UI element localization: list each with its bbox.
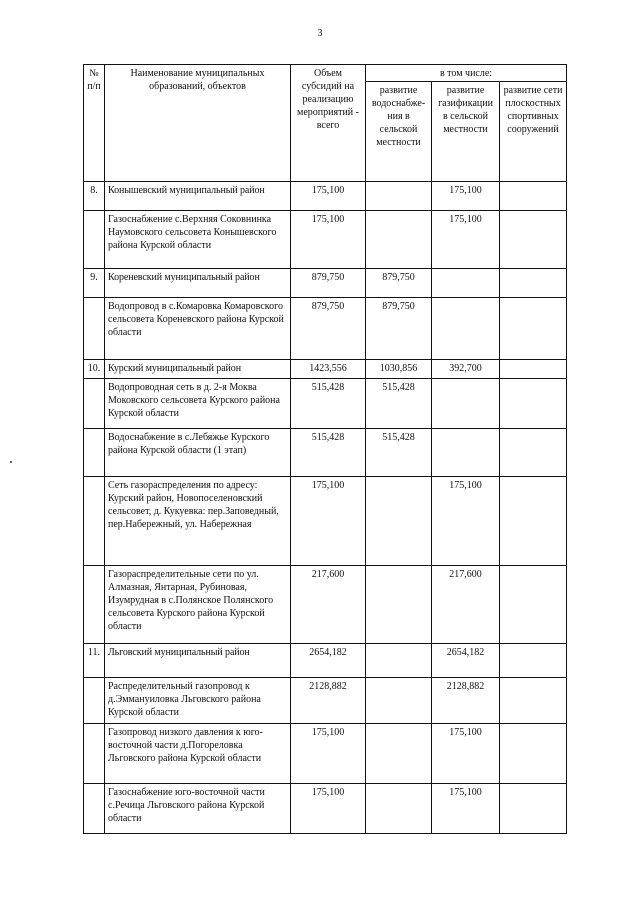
row-gas: 392,700 bbox=[432, 360, 500, 379]
table-row bbox=[84, 360, 567, 379]
row-total: 175,100 bbox=[291, 724, 366, 784]
row-gas: 175,100 bbox=[432, 211, 500, 269]
row-sports bbox=[500, 429, 567, 477]
row-num: 9. bbox=[84, 269, 105, 298]
row-num: 10. bbox=[84, 360, 105, 379]
subsidies-table bbox=[83, 64, 567, 834]
row-water bbox=[366, 211, 432, 269]
row-total: 515,428 bbox=[291, 379, 366, 429]
row-water: 879,750 bbox=[366, 269, 432, 298]
row-water bbox=[366, 784, 432, 834]
table-row bbox=[84, 784, 567, 834]
row-water: 515,428 bbox=[366, 379, 432, 429]
row-sports bbox=[500, 182, 567, 211]
row-total: 175,100 bbox=[291, 784, 366, 834]
row-total: 175,100 bbox=[291, 211, 366, 269]
row-total: 515,428 bbox=[291, 429, 366, 477]
row-name: Газоснабжение с.Верхняя Соковнинка Наумовского сельсовета Конышевского района Курской области bbox=[105, 211, 291, 269]
row-sports bbox=[500, 379, 567, 429]
row-total: 2128,882 bbox=[291, 678, 366, 724]
row-total: 1423,556 bbox=[291, 360, 366, 379]
row-name: Распределительный газопровод к д.Эммануиловка Льговского района Курской области bbox=[105, 678, 291, 724]
row-name: Сеть газораспределения по адресу: Курский район, Новопоселеновский сельсовет, д. Кукуевка: пер.Заповедный, пер.Набережный, ул. Набережная bbox=[105, 477, 291, 566]
row-num bbox=[84, 298, 105, 360]
row-gas: 217,600 bbox=[432, 566, 500, 644]
row-total: 217,600 bbox=[291, 566, 366, 644]
row-name: Газопровод низкого давления к юго-восточной части д.Погореловка Льговского района Курской области bbox=[105, 724, 291, 784]
table-row bbox=[84, 477, 567, 566]
row-sports bbox=[500, 724, 567, 784]
table-row bbox=[84, 678, 567, 724]
row-sports bbox=[500, 298, 567, 360]
row-num bbox=[84, 784, 105, 834]
row-gas: 175,100 bbox=[432, 182, 500, 211]
row-num bbox=[84, 211, 105, 269]
row-water: 1030,856 bbox=[366, 360, 432, 379]
row-sports bbox=[500, 644, 567, 678]
row-sports bbox=[500, 566, 567, 644]
scan-speck bbox=[10, 461, 12, 463]
row-water bbox=[366, 678, 432, 724]
row-num bbox=[84, 379, 105, 429]
table-row bbox=[84, 566, 567, 644]
row-num bbox=[84, 477, 105, 566]
row-gas bbox=[432, 269, 500, 298]
row-sports bbox=[500, 269, 567, 298]
row-total: 879,750 bbox=[291, 298, 366, 360]
row-water bbox=[366, 724, 432, 784]
row-name: Кореневский муниципальный район bbox=[105, 269, 291, 298]
table-row bbox=[84, 379, 567, 429]
page-number: 3 bbox=[317, 28, 323, 39]
row-water: 515,428 bbox=[366, 429, 432, 477]
header-including: в том числе: bbox=[366, 65, 567, 82]
header-num: № п/п bbox=[84, 65, 105, 182]
header-gas: развитие газификации в сельской местности bbox=[432, 82, 500, 182]
table-row bbox=[84, 644, 567, 678]
header-total: Объем субсидий на реализацию мероприятий - всего bbox=[291, 65, 366, 182]
row-total: 175,100 bbox=[291, 182, 366, 211]
table-row bbox=[84, 269, 567, 298]
table-row bbox=[84, 298, 567, 360]
row-num bbox=[84, 429, 105, 477]
header-water: развитие водоснабже-ния в сельской местности bbox=[366, 82, 432, 182]
header-sports: развитие сети плоскостных спортивных сооружений bbox=[500, 82, 567, 182]
row-gas bbox=[432, 379, 500, 429]
row-gas: 175,100 bbox=[432, 784, 500, 834]
row-name: Льговский муниципальный район bbox=[105, 644, 291, 678]
row-name: Конышевский муниципальный район bbox=[105, 182, 291, 211]
row-sports bbox=[500, 477, 567, 566]
row-total: 2654,182 bbox=[291, 644, 366, 678]
table-row bbox=[84, 724, 567, 784]
row-total: 879,750 bbox=[291, 269, 366, 298]
row-gas: 175,100 bbox=[432, 724, 500, 784]
row-gas: 2128,882 bbox=[432, 678, 500, 724]
row-name: Курский муниципальный район bbox=[105, 360, 291, 379]
row-total: 175,100 bbox=[291, 477, 366, 566]
row-num bbox=[84, 678, 105, 724]
row-gas: 175,100 bbox=[432, 477, 500, 566]
row-sports bbox=[500, 360, 567, 379]
header-name: Наименование муниципальных образований, объектов bbox=[105, 65, 291, 182]
row-gas bbox=[432, 429, 500, 477]
row-name: Газоснабжение юго-восточной части с.Речица Льговского района Курской области bbox=[105, 784, 291, 834]
table-row bbox=[84, 182, 567, 211]
row-name: Водопровод в с.Комаровка Комаровского сельсовета Кореневского района Курской области bbox=[105, 298, 291, 360]
row-gas: 2654,182 bbox=[432, 644, 500, 678]
row-name: Водоснабжение в с.Лебяжье Курского района Курской области (1 этап) bbox=[105, 429, 291, 477]
row-sports bbox=[500, 211, 567, 269]
row-water bbox=[366, 566, 432, 644]
row-num bbox=[84, 724, 105, 784]
row-water: 879,750 bbox=[366, 298, 432, 360]
row-sports bbox=[500, 678, 567, 724]
row-num: 11. bbox=[84, 644, 105, 678]
row-gas bbox=[432, 298, 500, 360]
row-name: Водопроводная сеть в д. 2-я Моква Моковского сельсовета Курского района Курской области bbox=[105, 379, 291, 429]
table-row bbox=[84, 211, 567, 269]
row-num bbox=[84, 566, 105, 644]
row-num: 8. bbox=[84, 182, 105, 211]
row-sports bbox=[500, 784, 567, 834]
table-row bbox=[84, 429, 567, 477]
row-water bbox=[366, 182, 432, 211]
row-water bbox=[366, 477, 432, 566]
row-name: Газораспределительные сети по ул. Алмазная, Янтарная, Рубиновая, Изумрудная в с.Полянское Полянского сельсовета Курского района Курской области bbox=[105, 566, 291, 644]
row-water bbox=[366, 644, 432, 678]
